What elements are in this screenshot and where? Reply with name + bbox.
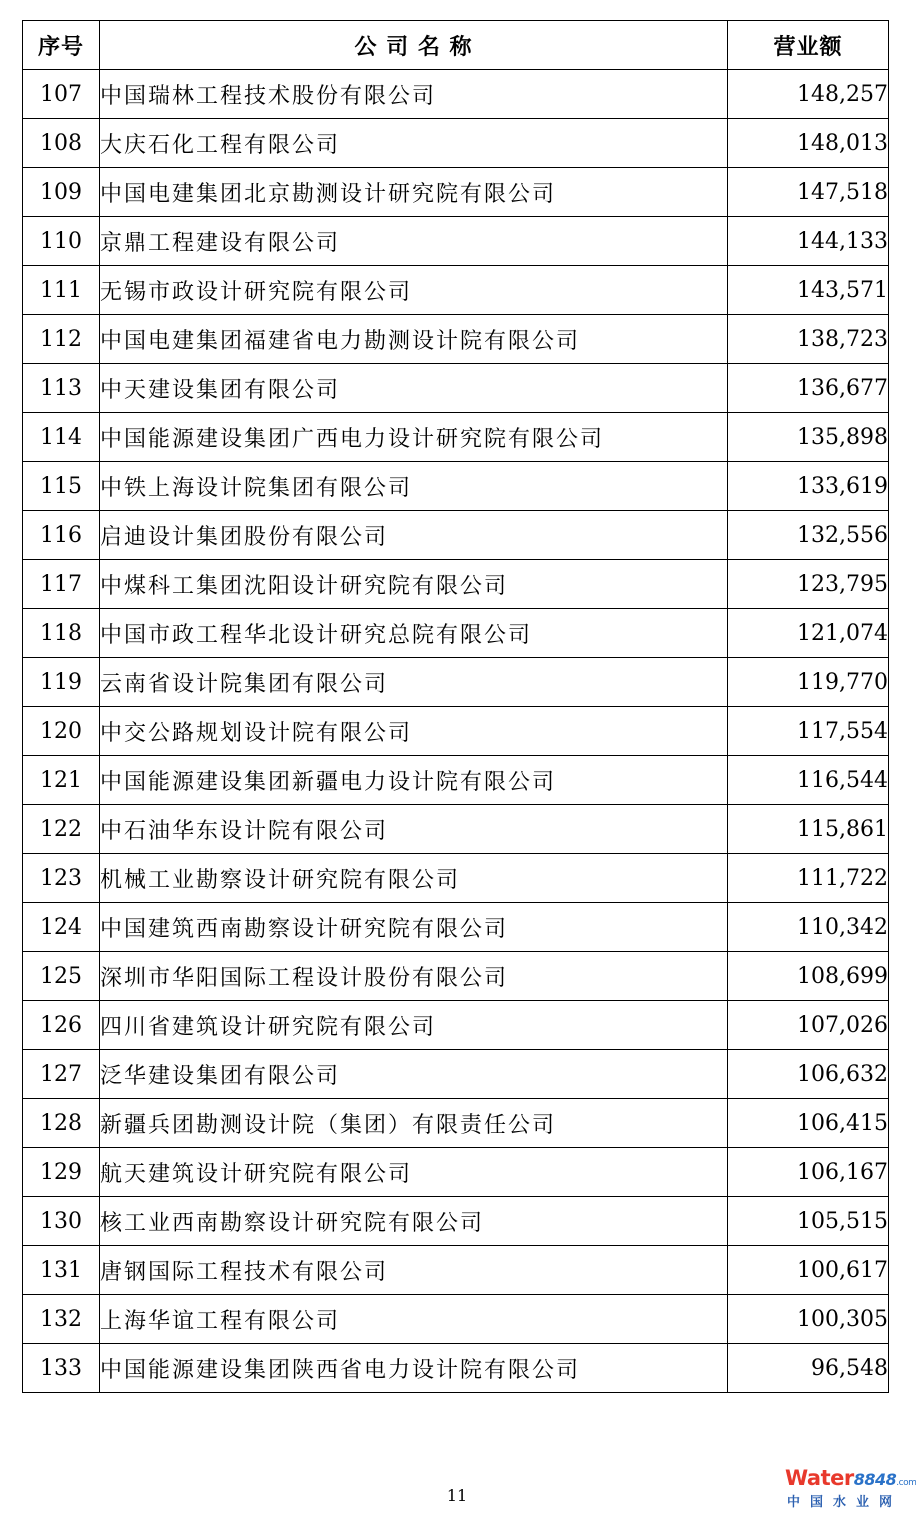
cell-serial-number: 110 [23, 217, 100, 266]
cell-company-name: 中国能源建设集团新疆电力设计院有限公司 [100, 756, 728, 805]
cell-company-name: 京鼎工程建设有限公司 [100, 217, 728, 266]
table-row [23, 658, 889, 707]
cell-revenue: 111,722 [728, 854, 889, 903]
cell-revenue: 106,167 [728, 1148, 889, 1197]
cell-revenue: 115,861 [728, 805, 889, 854]
cell-serial-number: 121 [23, 756, 100, 805]
cell-company-name: 中交公路规划设计院有限公司 [100, 707, 728, 756]
table-row [23, 119, 889, 168]
cell-company-name: 中国电建集团北京勘测设计研究院有限公司 [100, 168, 728, 217]
cell-company-name: 核工业西南勘察设计研究院有限公司 [100, 1197, 728, 1246]
watermark-site-name [785, 1466, 916, 1495]
company-revenue-table [22, 20, 889, 1393]
watermark-suffix: .com [896, 1478, 916, 1488]
cell-revenue: 105,515 [728, 1197, 889, 1246]
cell-serial-number: 123 [23, 854, 100, 903]
cell-serial-number: 109 [23, 168, 100, 217]
cell-company-name: 航天建筑设计研究院有限公司 [100, 1148, 728, 1197]
table-row [23, 70, 889, 119]
header-serial-number: 序号 [23, 21, 100, 70]
table-row [23, 315, 889, 364]
cell-company-name: 机械工业勘察设计研究院有限公司 [100, 854, 728, 903]
table-row [23, 1344, 889, 1393]
cell-serial-number: 126 [23, 1001, 100, 1050]
cell-revenue: 135,898 [728, 413, 889, 462]
table-row [23, 462, 889, 511]
cell-serial-number: 107 [23, 70, 100, 119]
watermark-word: Water [785, 1466, 854, 1490]
table-row [23, 1295, 889, 1344]
table-row [23, 1001, 889, 1050]
cell-revenue: 100,305 [728, 1295, 889, 1344]
cell-company-name: 中国电建集团福建省电力勘测设计院有限公司 [100, 315, 728, 364]
table-row [23, 1148, 889, 1197]
table-row [23, 511, 889, 560]
cell-serial-number: 127 [23, 1050, 100, 1099]
table-row [23, 168, 889, 217]
cell-serial-number: 131 [23, 1246, 100, 1295]
cell-serial-number: 133 [23, 1344, 100, 1393]
cell-serial-number: 129 [23, 1148, 100, 1197]
table-row [23, 266, 889, 315]
cell-revenue: 106,632 [728, 1050, 889, 1099]
table-header-row [23, 21, 889, 70]
cell-serial-number: 115 [23, 462, 100, 511]
cell-revenue: 96,548 [728, 1344, 889, 1393]
cell-company-name: 中国能源建设集团广西电力设计研究院有限公司 [100, 413, 728, 462]
cell-revenue: 121,074 [728, 609, 889, 658]
table-row [23, 1246, 889, 1295]
cell-serial-number: 117 [23, 560, 100, 609]
cell-serial-number: 124 [23, 903, 100, 952]
cell-revenue: 116,544 [728, 756, 889, 805]
cell-company-name: 唐钢国际工程技术有限公司 [100, 1246, 728, 1295]
cell-revenue: 119,770 [728, 658, 889, 707]
cell-company-name: 中国市政工程华北设计研究总院有限公司 [100, 609, 728, 658]
cell-company-name: 中国建筑西南勘察设计研究院有限公司 [100, 903, 728, 952]
table-row [23, 560, 889, 609]
cell-company-name: 中煤科工集团沈阳设计研究院有限公司 [100, 560, 728, 609]
cell-company-name: 四川省建筑设计研究院有限公司 [100, 1001, 728, 1050]
table-row [23, 952, 889, 1001]
cell-company-name: 中国能源建设集团陕西省电力设计院有限公司 [100, 1344, 728, 1393]
header-company-name: 公 司 名 称 [100, 21, 728, 70]
cell-company-name: 中国瑞林工程技术股份有限公司 [100, 70, 728, 119]
cell-serial-number: 128 [23, 1099, 100, 1148]
cell-serial-number: 108 [23, 119, 100, 168]
cell-company-name: 无锡市政设计研究院有限公司 [100, 266, 728, 315]
cell-serial-number: 112 [23, 315, 100, 364]
cell-serial-number: 125 [23, 952, 100, 1001]
table-row [23, 707, 889, 756]
cell-revenue: 144,133 [728, 217, 889, 266]
watermark-subtitle: 中国水业网 [787, 1495, 903, 1510]
cell-serial-number: 132 [23, 1295, 100, 1344]
cell-revenue: 110,342 [728, 903, 889, 952]
cell-revenue: 133,619 [728, 462, 889, 511]
cell-serial-number: 116 [23, 511, 100, 560]
cell-company-name: 泛华建设集团有限公司 [100, 1050, 728, 1099]
cell-company-name: 中铁上海设计院集团有限公司 [100, 462, 728, 511]
table-row [23, 1197, 889, 1246]
cell-serial-number: 114 [23, 413, 100, 462]
table-body [23, 70, 889, 1393]
cell-company-name: 中天建设集团有限公司 [100, 364, 728, 413]
cell-company-name: 启迪设计集团股份有限公司 [100, 511, 728, 560]
cell-revenue: 132,556 [728, 511, 889, 560]
cell-serial-number: 120 [23, 707, 100, 756]
table-row [23, 217, 889, 266]
cell-revenue: 143,571 [728, 266, 889, 315]
table-row [23, 1099, 889, 1148]
cell-serial-number: 130 [23, 1197, 100, 1246]
cell-company-name: 云南省设计院集团有限公司 [100, 658, 728, 707]
table-row [23, 903, 889, 952]
header-revenue: 营业额 [728, 21, 889, 70]
cell-company-name: 新疆兵团勘测设计院（集团）有限责任公司 [100, 1099, 728, 1148]
cell-company-name: 深圳市华阳国际工程设计股份有限公司 [100, 952, 728, 1001]
cell-company-name: 上海华谊工程有限公司 [100, 1295, 728, 1344]
watermark-logo [785, 1466, 916, 1512]
cell-revenue: 148,257 [728, 70, 889, 119]
cell-revenue: 136,677 [728, 364, 889, 413]
cell-revenue: 147,518 [728, 168, 889, 217]
cell-revenue: 107,026 [728, 1001, 889, 1050]
cell-serial-number: 111 [23, 266, 100, 315]
table-row [23, 854, 889, 903]
table-row [23, 1050, 889, 1099]
cell-company-name: 大庆石化工程有限公司 [100, 119, 728, 168]
page-number: 11 [446, 1486, 468, 1505]
table-row [23, 756, 889, 805]
table-row [23, 364, 889, 413]
cell-revenue: 123,795 [728, 560, 889, 609]
cell-revenue: 108,699 [728, 952, 889, 1001]
cell-serial-number: 118 [23, 609, 100, 658]
cell-company-name: 中石油华东设计院有限公司 [100, 805, 728, 854]
cell-revenue: 117,554 [728, 707, 889, 756]
table-row [23, 805, 889, 854]
cell-revenue: 106,415 [728, 1099, 889, 1148]
cell-serial-number: 122 [23, 805, 100, 854]
cell-serial-number: 113 [23, 364, 100, 413]
cell-revenue: 148,013 [728, 119, 889, 168]
table-row [23, 609, 889, 658]
cell-revenue: 100,617 [728, 1246, 889, 1295]
cell-serial-number: 119 [23, 658, 100, 707]
watermark-digits: 8848 [853, 1470, 897, 1489]
cell-revenue: 138,723 [728, 315, 889, 364]
table-row [23, 413, 889, 462]
